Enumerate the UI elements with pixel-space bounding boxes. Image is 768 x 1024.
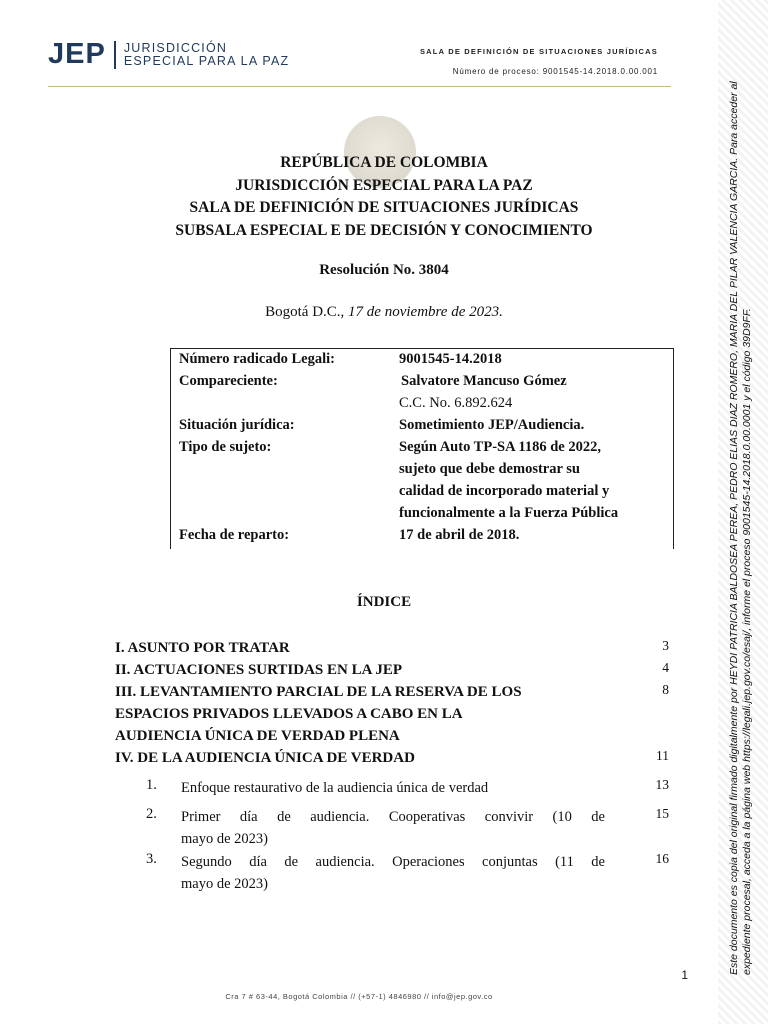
info-value: 17 de abril de 2018. [399, 527, 520, 543]
header-divider [48, 86, 671, 87]
toc-page: 4 [662, 660, 669, 675]
toc-page: 16 [655, 851, 669, 866]
toc-item [115, 681, 522, 747]
header-proceso [453, 67, 658, 76]
document-title [0, 152, 768, 242]
title-line: JURISDICCIÓN ESPECIAL PARA LA PAZ [235, 176, 533, 194]
toc-page: 15 [655, 806, 669, 821]
info-value: Sometimiento JEP/Audiencia. [399, 417, 585, 433]
title-line: REPÚBLICA DE COLOMBIA [280, 154, 488, 171]
subitem-line: mayo de 2023) [181, 876, 268, 892]
digital-signature-note [728, 75, 754, 975]
subitem-line: Primer día de audiencia. Cooperativas convivir (10 de [181, 809, 605, 825]
title-line: SUBSALA ESPECIAL E DE DECISIÓN Y CONOCIMIENTO [175, 221, 593, 239]
title-line: SALA DE DEFINICIÓN DE SITUACIONES JURÍDICAS [189, 199, 579, 216]
logo-line-2: ESPECIAL PARA LA PAZ [123, 53, 290, 68]
info-value: funcionalmente a la Fuerza Pública [399, 505, 619, 521]
subitem-line: Segundo día de audiencia. Operaciones conjuntas (11 de [181, 854, 605, 870]
logo-divider [114, 41, 116, 69]
info-value: sujeto que debe demostrar su [399, 461, 580, 477]
date-place: Bogotá D.C., [265, 304, 349, 320]
subitem-number: 2. [146, 806, 157, 822]
toc-line: III. LEVANTAMIENTO PARCIAL DE LA RESERVA DE LOS [115, 684, 522, 700]
logo-text [124, 42, 290, 68]
toc-item: I. ASUNTO POR TRATAR [115, 640, 290, 656]
case-info-box [170, 348, 674, 549]
toc-page: 3 [662, 638, 669, 653]
info-value: Según Auto TP-SA 1186 de 2022, [399, 439, 601, 455]
toc-item: IV. DE LA AUDIENCIA ÚNICA DE VERDAD [115, 750, 415, 766]
info-value: calidad de incorporado material y [399, 483, 610, 499]
subitem-text [181, 806, 605, 850]
info-label: Compareciente: [179, 373, 278, 389]
resolution-number: Resolución No. 3804 [319, 262, 449, 278]
toc-line: ESPACIOS PRIVADOS LLEVADOS A CABO EN LA [115, 706, 463, 722]
subitem-number: 3. [146, 851, 157, 867]
signature-note-line: expediente procesal, acceda a la página web https://legali.jep.gov.co/esaj/, informe el proceso 9001545-14.2018.0.00.0001 y el código 39D9FF. [741, 308, 753, 975]
info-value: 9001545-14.2018 [399, 351, 502, 367]
toc-line: AUDIENCIA ÚNICA DE VERDAD PLENA [115, 728, 400, 744]
index-heading: ÍNDICE [356, 594, 412, 610]
logo-mark: JEP [48, 38, 106, 70]
jep-logo [48, 38, 289, 71]
subitem-text [181, 851, 605, 895]
info-label: Fecha de reparto: [179, 527, 290, 543]
signature-note-line: Este documento es copia del original firmado digitalmente por HEYDI PATRICIA BALDOSEA PEREA, PEDRO ELIAS DIAZ ROMERO, MARIA DEL PILAR VALENCIA GARCIA. Para acceder al [728, 81, 740, 975]
info-label: Situación jurídica: [179, 417, 295, 433]
info-value: Salvatore Mancuso Gómez [401, 373, 567, 389]
header-sala: SALA DE DEFINICIÓN DE SITUACIONES JURÍDICAS [419, 47, 658, 56]
proceso-label: Número de proceso: [452, 67, 540, 76]
toc-page: 11 [656, 748, 669, 763]
page-footer: Cra 7 # 63-44, Bogotá Colombia // (+57-1) 4846980 // info@jep.gov.co [225, 992, 493, 1001]
subitem-number: 1. [146, 777, 157, 793]
logo-line-1: JURISDICCIÓN [123, 40, 228, 55]
page-number: 1 [681, 968, 688, 982]
toc-page: 8 [662, 682, 669, 697]
toc-item: II. ACTUACIONES SURTIDAS EN LA JEP [115, 662, 403, 678]
info-label: Tipo de sujeto: [179, 439, 272, 455]
proceso-value: 9001545-14.2018.0.00.001 [542, 67, 658, 76]
document-date [0, 304, 768, 321]
info-label: Número radicado Legali: [179, 351, 335, 367]
date-value: 17 de noviembre de 2023. [348, 304, 503, 320]
toc-page: 13 [655, 777, 669, 792]
subitem-line: mayo de 2023) [181, 831, 268, 847]
subitem-text: Enfoque restaurativo de la audiencia única de verdad [181, 780, 489, 796]
info-value: C.C. No. 6.892.624 [399, 395, 513, 411]
